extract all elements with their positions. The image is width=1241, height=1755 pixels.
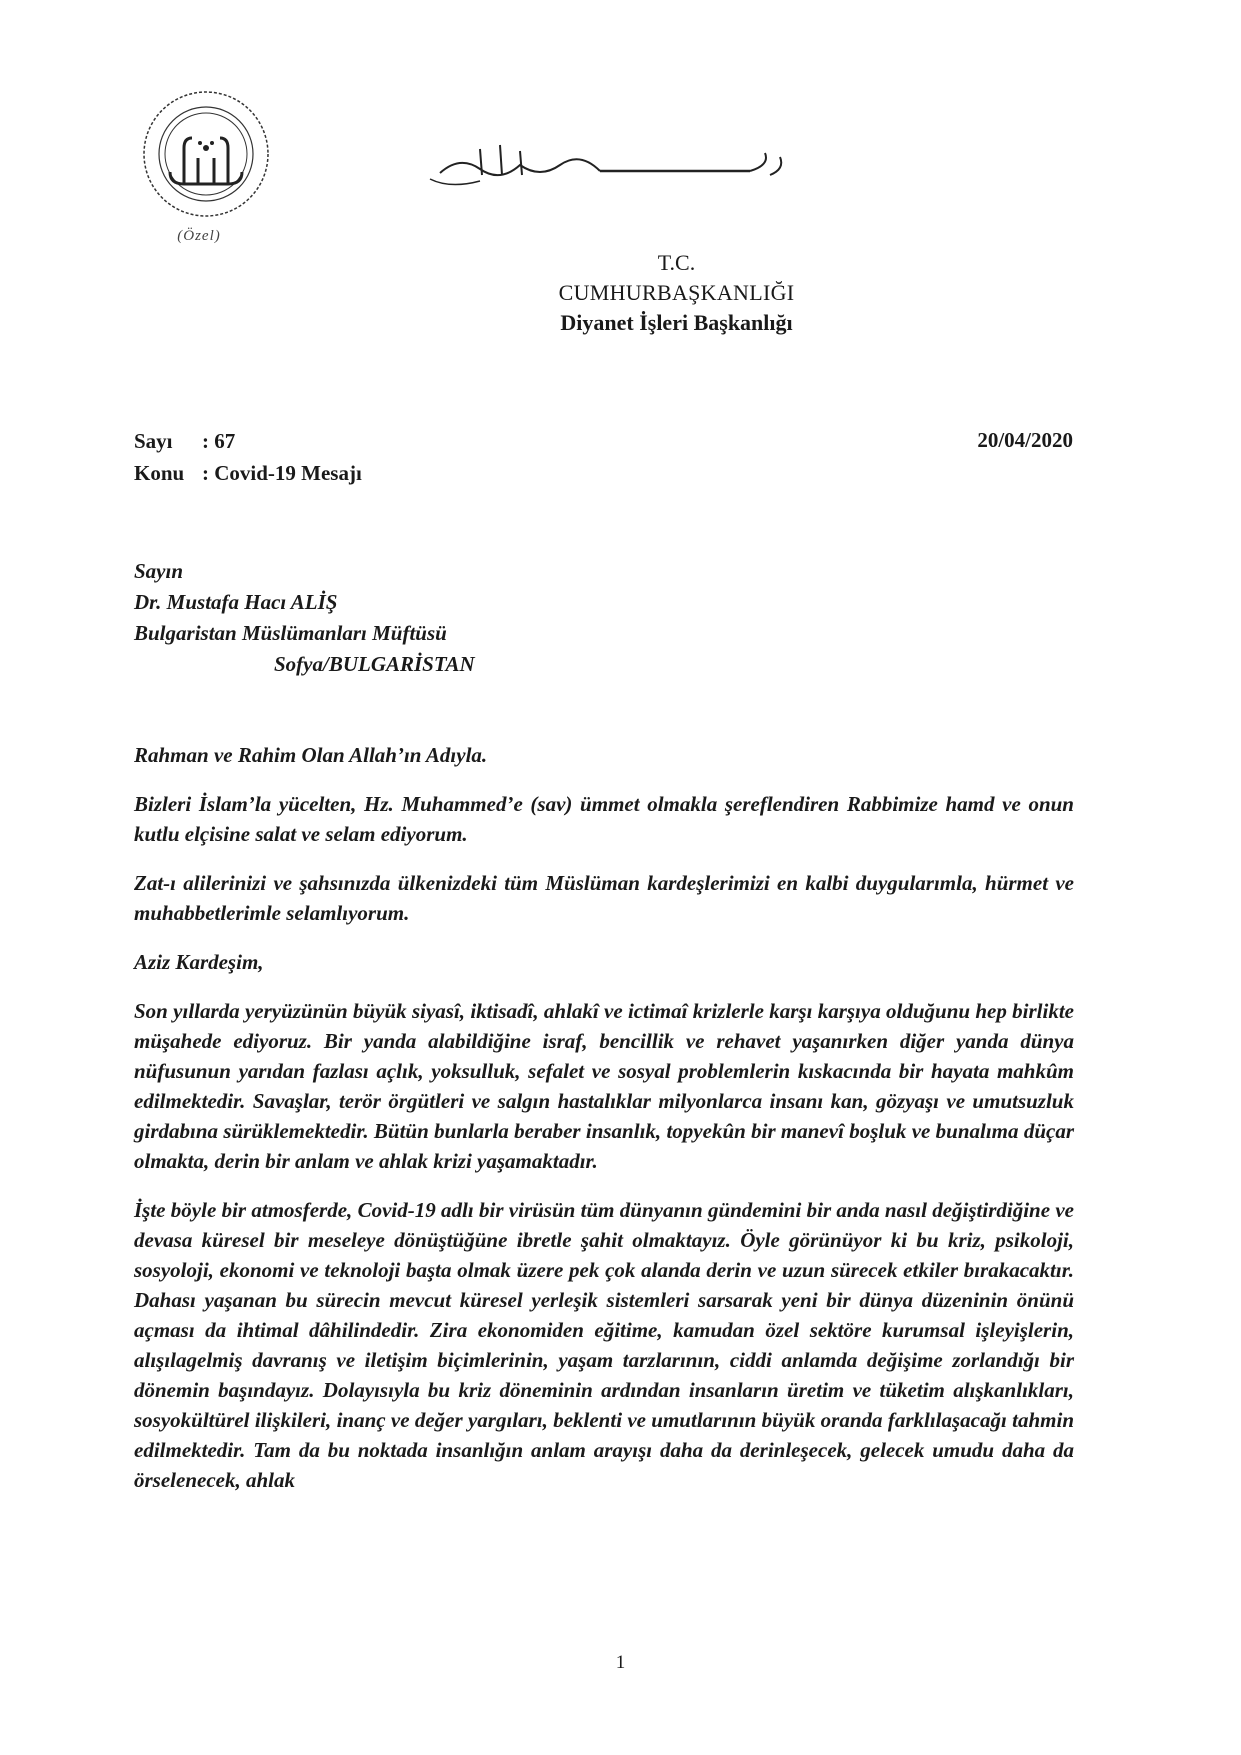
letter-body bbox=[134, 740, 1074, 1514]
body-paragraph: Rahman ve Rahim Olan Allah’ın Adıyla. bbox=[134, 743, 488, 767]
konu-label: Konu bbox=[134, 461, 185, 485]
konu-row bbox=[134, 457, 362, 489]
addressee-block bbox=[134, 556, 475, 680]
addressee-title: Bulgaristan Müslümanları Müftüsü bbox=[134, 621, 447, 645]
body-paragraph: İşte böyle bir atmosferde, Covid-19 adlı bir virüsün tüm dünyanın gündemini bir anda nasıl değiştirdiğine ve devasa küresel bir meseleye dönüştüğüne ibretle şahit olmaktayız. Öyle görünüyor ki bu kriz, psikoloji, sosyoloji, ekonomi ve teknoloji başta olmak üzere pek çok alanda derin ve uzun sürecek etkiler bırakacaktır. Dahası yaşanan bu sürecin mevcut küresel yerleşik sistemleri sarsarak yeni bir dünya düzeninin önünü açması da ihtimal dâhilindedir. Zira ekonomiden eğitime, kamudan özel sektöre kurumsal işleyişlerin, alışılagelmiş davranış ve iletişim biçimlerinin, yaşam tarzlarının, ciddi anlamda değişime zorlandığı bir dönemin başındayız. Dolayısıyla bu kriz döneminin ardından insanların üretim ve tüketim alışkanlıkları, sosyokültürel ilişkileri, inanç ve değer yargıları, beklenti ve umutlarının büyük oranda farklılaşacağı tahmin edilmektedir. Tam da bu noktada insanlığın anlam arayışı daha da derinleşecek, gelecek umudu daha da örselenecek, ahlak bbox=[134, 1198, 1074, 1492]
basmala-calligraphy bbox=[420, 135, 800, 195]
header-department: Diyanet İşleri Başkanlığı bbox=[560, 310, 793, 335]
sayi-value: : 67 bbox=[202, 429, 236, 453]
basmala-calligraphy-icon bbox=[420, 135, 800, 195]
page-number: 1 bbox=[615, 1652, 626, 1673]
letter-header bbox=[0, 248, 1241, 338]
header-presidency: CUMHURBAŞKANLIĞI bbox=[558, 280, 795, 305]
diyanet-seal bbox=[140, 88, 272, 220]
seal-note: (Özel) bbox=[177, 228, 221, 244]
letter-meta bbox=[134, 425, 362, 489]
sayi-label: Sayı bbox=[134, 429, 173, 453]
seal-emblem-icon bbox=[140, 88, 272, 220]
body-paragraph: Bizleri İslam’la yücelten, Hz. Muhammed’e (sav) ümmet olmakla şereflendiren Rabbimize hamd ve onun kutlu elçisine salat ve selam ediyorum. bbox=[134, 792, 1074, 846]
konu-value: : Covid-19 Mesajı bbox=[202, 461, 362, 485]
letter-date: 20/04/2020 bbox=[977, 428, 1073, 452]
body-paragraph: Zat-ı alilerinizi ve şahsınızda ülkenizdeki tüm Müslüman kardeşlerimizi en kalbi duygularımla, hürmet ve muhabbetlerimle selamlıyorum. bbox=[134, 871, 1074, 925]
sayi-row bbox=[134, 425, 362, 457]
body-paragraph: Aziz Kardeşim, bbox=[134, 950, 264, 974]
addressee-salutation: Sayın bbox=[134, 559, 184, 583]
addressee-location: Sofya/BULGARİSTAN bbox=[274, 652, 475, 676]
body-paragraph: Son yıllarda yeryüzünün büyük siyasî, iktisadî, ahlakî ve ictimaî krizlerle karşı karşıya olduğunu hep birlikte müşahede ediyoruz. Bir yanda alabildiğine israf, bencillik ve rehavet yaşanırken diğer yanda dünya nüfusunun yarıdan fazlası açlık, yoksulluk, sefalet ve sosyal problemlerin kıskacında bir hayata mahkûm edilmektedir. Savaşlar, terör örgütleri ve salgın hastalıklar milyonlarca insanı kan, gözyaşı ve umutsuzluk girdabına sürüklemektedir. Bütün bunlarla beraber insanlık, topyekûn bir manevî boşluk ve bunalıma düçar olmakta, derin bir anlam ve ahlak krizi yaşamaktadır. bbox=[134, 999, 1074, 1173]
header-tc: T.C. bbox=[657, 250, 696, 275]
addressee-name: Dr. Mustafa Hacı ALİŞ bbox=[134, 590, 338, 614]
